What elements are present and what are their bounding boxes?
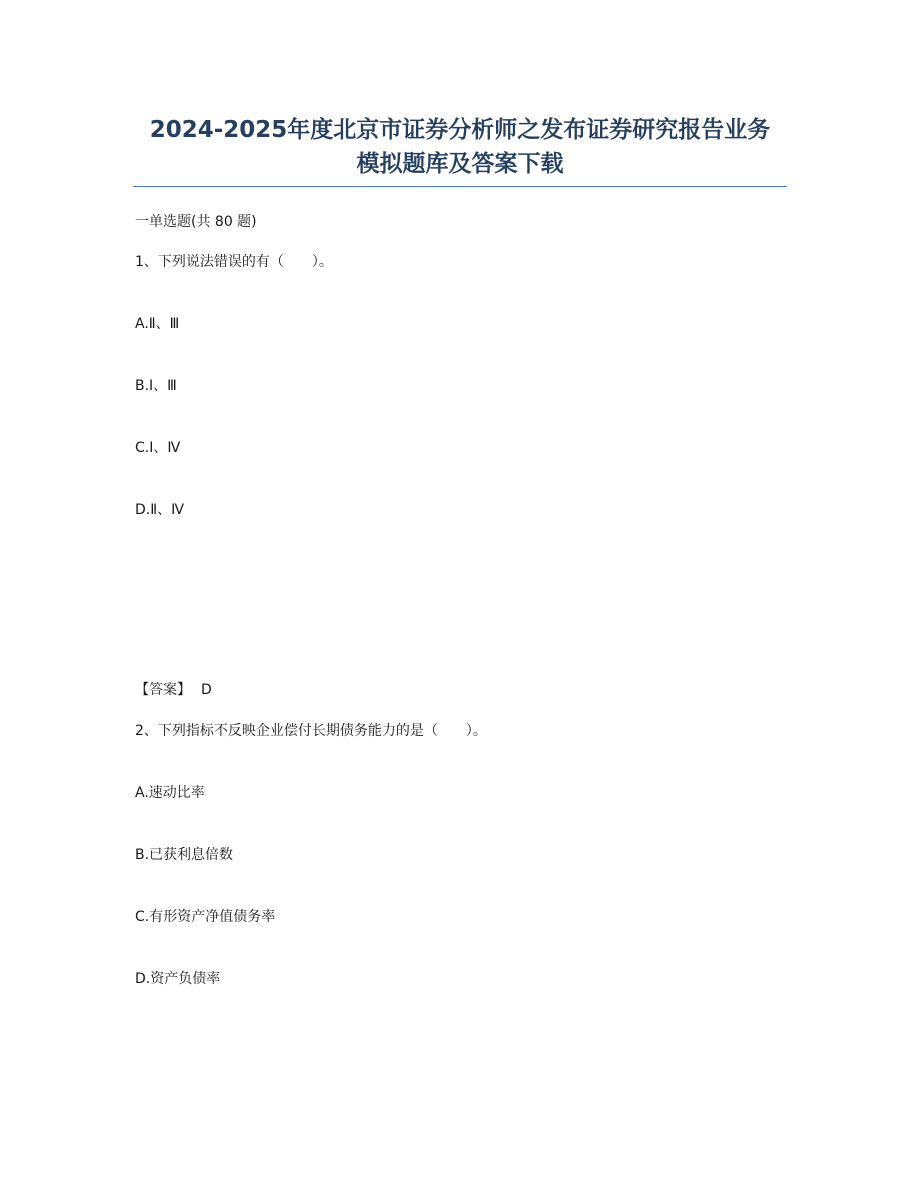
document-title <box>133 113 787 181</box>
answer-value: D <box>201 682 212 698</box>
question-1-answer <box>135 680 212 700</box>
question-2-option-a: A.速动比率 <box>135 785 205 801</box>
question-1-option-d: D.Ⅱ、Ⅳ <box>135 502 185 518</box>
question-1-option-c: C.Ⅰ、Ⅳ <box>135 440 181 456</box>
question-2-option-b: B.已获利息倍数 <box>135 847 234 863</box>
question-2-text: 2、下列指标不反映企业偿付长期债务能力的是（ ）。 <box>135 723 487 739</box>
question-2-option-d: D.资产负债率 <box>135 971 221 987</box>
answer-label: 【答案】 <box>135 682 191 698</box>
question-1-option-a: A.Ⅱ、Ⅲ <box>135 316 180 332</box>
document-title-line-1: 2024-2025年度北京市证券分析师之发布证券研究报告业务 <box>149 117 771 143</box>
section-label: 一单选题(共 80 题) <box>135 214 257 230</box>
question-1-text: 1、下列说法错误的有（ ）。 <box>135 254 333 270</box>
document-title-line-2: 模拟题库及答案下载 <box>356 151 564 177</box>
question-2-option-c: C.有形资产净值债务率 <box>135 909 276 925</box>
question-1-option-b: B.Ⅰ、Ⅲ <box>135 378 177 394</box>
title-divider <box>133 186 787 187</box>
